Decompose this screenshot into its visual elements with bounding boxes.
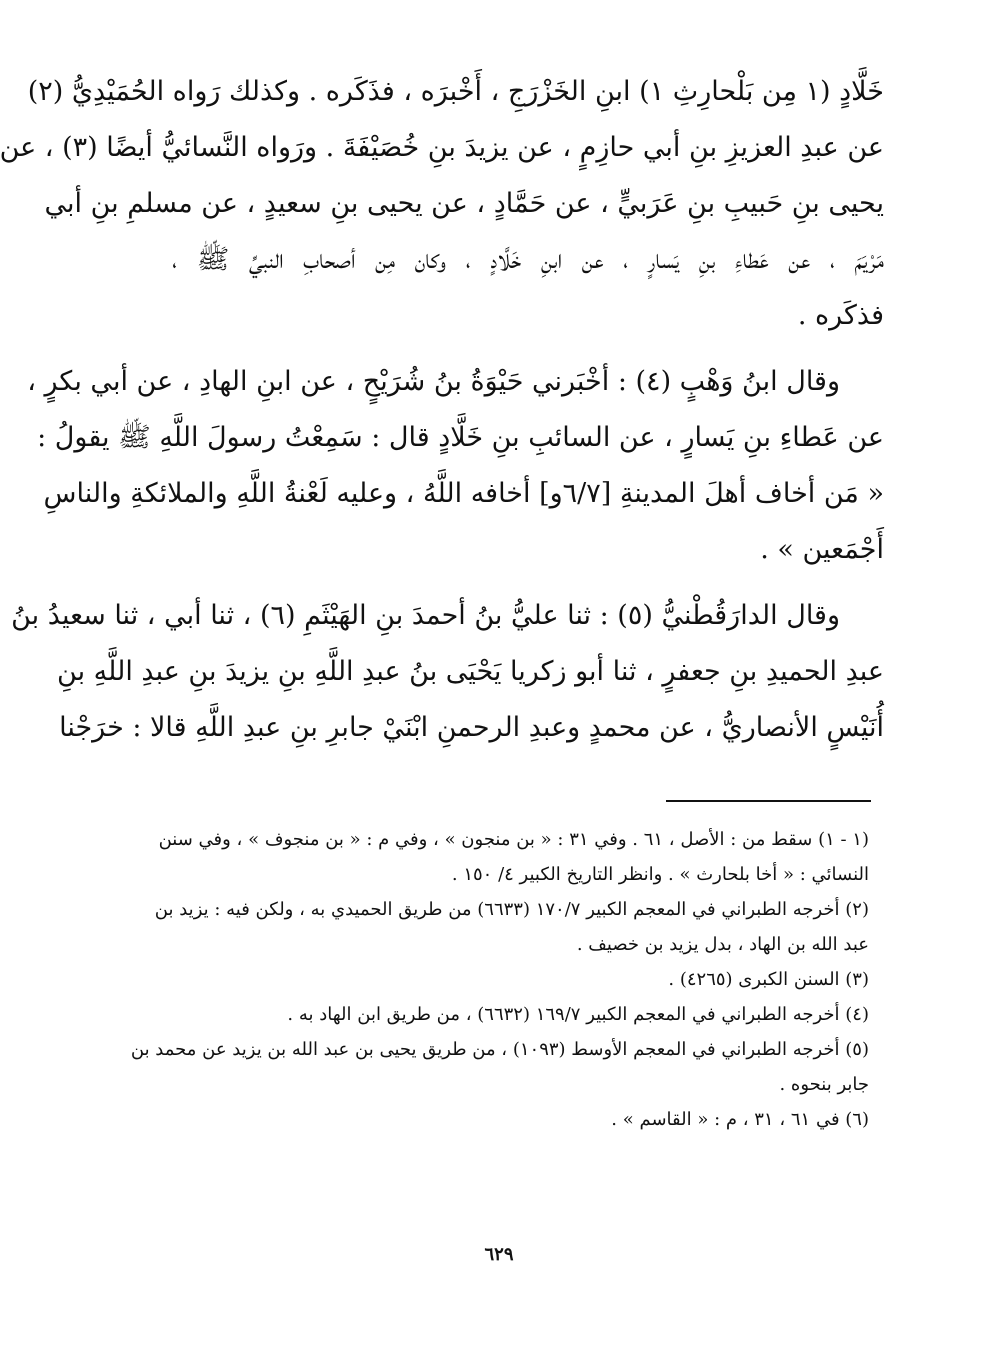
body-line: وقال الدارَقُطْنيُّ (٥) : ثنا عليُّ بنُ أحمدَ بنِ الهَيْثَمِ (٦) ، ثنا أبي ، ثنا سعيدُ بنُ [11,600,840,631]
body-line: أَجْمَعين » . [760,534,884,565]
page-number: ٦٢٩ [484,1244,514,1265]
body-line: فذكَره . [797,300,884,331]
main-text [0,64,884,756]
footnote-line: النسائي : « أخا بلحارث » . وانظر التاريخ الكبير ٤/ ١٥٠ . [451,864,869,885]
footnote-divider [666,800,871,802]
footnote-line: (٥) أخرجه الطبراني في المعجم الأوسط (١٠٩٣) ، من طريق يحيى بن عبد الله بن يزيد عن محمد بن [130,1039,869,1060]
body-line: « مَن أخاف أهلَ المدينةِ [٦/٧و] أخافه اللَّهُ ، وعليه لَعْنةُ اللَّهِ والملائكةِ والناسِ [43,478,884,509]
body-line: خَلَّادٍ (١ مِن بَلْحارِثِ ١) ابنِ الخَزْرَجِ ، أَخْبرَه ، فذَكَره . وكذلك رَواه الحُمَيْدِيُّ (٢) [27,76,884,107]
footnote-line: (٦) في ٦١ ، ٣١ ، م : « القاسم » . [611,1109,869,1130]
body-line: عن عبدِ العزيزِ بنِ أبي حازِمٍ ، عن يزيدَ بنِ خُصَيْفَةَ . ورَواه النَّسائيُّ أيضًا (٣) ، عن [0,132,884,163]
body-line: وقال ابنُ وَهْبٍ (٤) : أخْبَرني حَيْوَةُ بنُ شُرَيْحٍ ، عن ابنِ الهادِ ، عن أبي بكرٍ ، [27,366,840,397]
footnote-line: (٢) أخرجه الطبراني في المعجم الكبير ١٧٠/٧ (٦٦٣٣) من طريق الحميدي به ، ولكن فيه : يزيد بن [154,899,869,920]
footnote-line: عبد الله بن الهاد ، بدل يزيد بن خصيف . [576,934,869,955]
body-line: عن عَطاءِ بنِ يَسارٍ ، عن السائبِ بنِ خَلَّادٍ قال : سَمِعْتُ رسولَ اللَّهِ ﷺ يقولُ : [37,422,884,453]
body-line: يحيى بنِ حَبيبِ بنِ عَرَبيٍّ ، عن حَمَّادٍ ، عن يحيى بنِ سعيدٍ ، عن مسلمِ بنِ أبي [44,188,884,219]
footnote-line: جابر بنحوه . [779,1074,869,1095]
body-line: أُنَيْسٍ الأنصاريُّ ، عن محمدٍ وعبدِ الرحمنِ ابْنَيْ جابرِ بنِ عبدِ اللَّهِ قالا : خرَجْنا [59,712,884,743]
body-line: عبدِ الحميدِ بنِ جعفرٍ ، ثنا أبو زكريا يَحْيَى بنُ عبدِ اللَّهِ بنِ يزيدَ بنِ عبدِ اللَّهِ بنِ [57,656,884,687]
footnote-line: (٤) أخرجه الطبراني في المعجم الكبير ١٦٩/٧ (٦٦٣٢) ، من طريق ابن الهاد به . [287,1004,869,1025]
body-line: مَرْيَمَ ، عن عَطاءِ بنِ يَسارٍ ، عن ابنِ خَلَّادٍ ، وكان مِن أصحابِ النبيِّ ﷺ ، [172,244,884,275]
footnote-line: (٣) السنن الكبرى (٤٢٦٥) . [668,969,869,990]
paragraph-gap [172,344,884,354]
paragraph-gap [172,578,884,588]
footnotes [130,822,869,1137]
footnote-line: (١ - ١) سقط من : الأصل ، ٦١ . وفي ٣١ : « بن منجون » ، وفي م : « بن منجوف » ، وفي سنن [158,829,869,850]
